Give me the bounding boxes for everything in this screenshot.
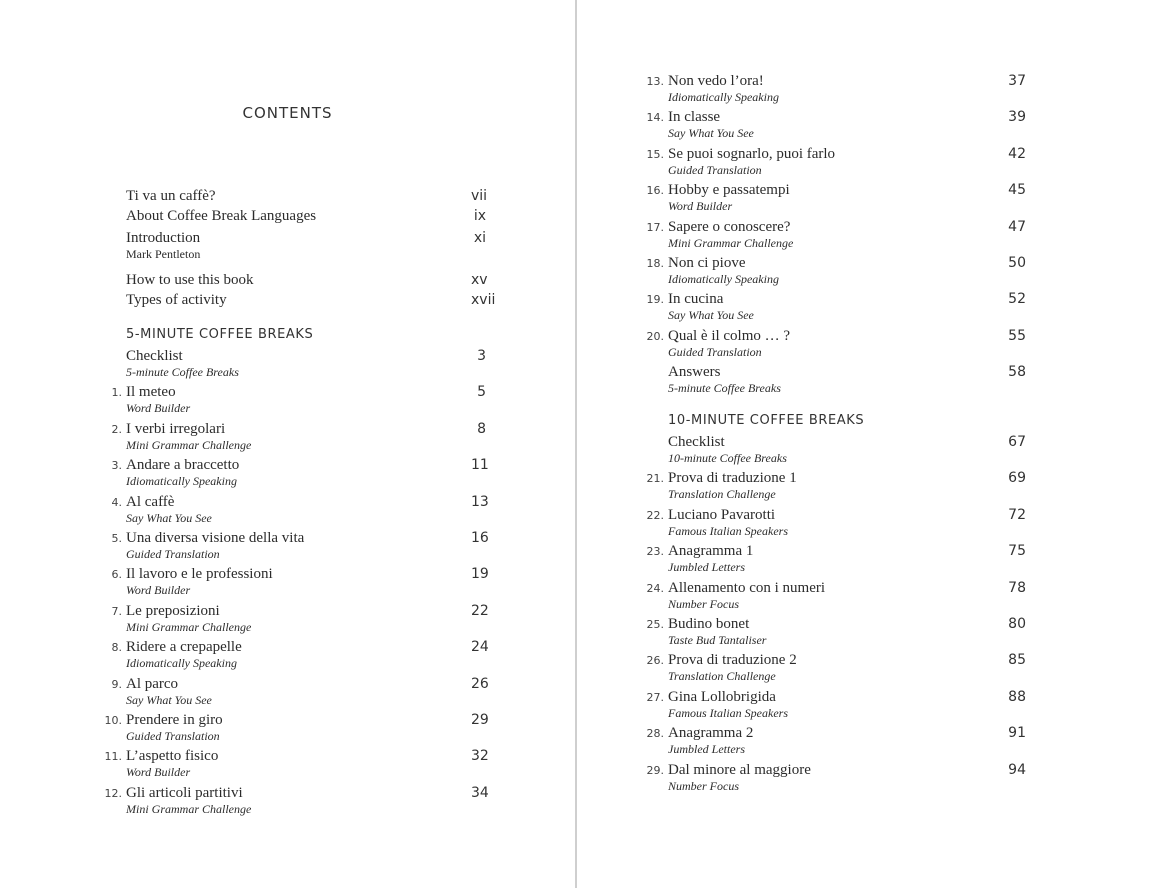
entry-title: In classe bbox=[668, 109, 721, 125]
entry-number: 13. bbox=[646, 75, 664, 88]
entry-page: 75 bbox=[1008, 543, 1026, 559]
entry-number: 25. bbox=[646, 618, 664, 631]
entry-number: 9. bbox=[111, 678, 122, 691]
entry-title: Allenamento con i numeri bbox=[668, 580, 826, 596]
toc-entry[interactable] bbox=[646, 507, 1026, 539]
entry-activity-type: Number Focus bbox=[668, 597, 739, 611]
toc-entry[interactable] bbox=[646, 543, 1026, 575]
entry-number: 15. bbox=[646, 148, 664, 161]
entry-title: About Coffee Break Languages bbox=[126, 208, 317, 224]
entry-title: Se puoi sognarlo, puoi farlo bbox=[668, 146, 836, 162]
toc-entry[interactable] bbox=[111, 530, 489, 562]
entry-number: 26. bbox=[646, 654, 664, 667]
entry-number: 11. bbox=[104, 750, 122, 763]
toc-entry[interactable] bbox=[104, 712, 489, 744]
entry-number: 7. bbox=[111, 605, 122, 618]
entry-page: 80 bbox=[1008, 616, 1026, 632]
entry-activity-type: Word Builder bbox=[668, 199, 733, 213]
entry-activity-type: Mini Grammar Challenge bbox=[126, 620, 252, 634]
page-title: CONTENTS bbox=[242, 104, 333, 122]
entry-activity-type: 5-minute Coffee Breaks bbox=[126, 365, 239, 379]
entry-title: How to use this book bbox=[126, 272, 254, 288]
entry-activity-type: Jumbled Letters bbox=[668, 742, 745, 756]
entry-activity-type: Say What You See bbox=[126, 511, 212, 525]
toc-entry[interactable] bbox=[126, 348, 486, 380]
entry-activity-type: Guided Translation bbox=[126, 547, 220, 561]
entry-page: 72 bbox=[1008, 507, 1026, 523]
entry-page: 42 bbox=[1008, 146, 1026, 162]
toc-entry[interactable] bbox=[126, 208, 486, 225]
entry-number: 2. bbox=[111, 423, 122, 436]
entry-title: Non vedo l’ora! bbox=[668, 73, 764, 89]
entry-title: Checklist bbox=[126, 348, 183, 364]
entry-page: 19 bbox=[471, 566, 489, 582]
entry-title: L’aspetto fisico bbox=[126, 748, 219, 764]
entry-number: 23. bbox=[646, 545, 664, 558]
entry-title: Luciano Pavarotti bbox=[668, 507, 776, 523]
entry-title: Ridere a crepapelle bbox=[126, 639, 242, 655]
entry-page: 91 bbox=[1008, 725, 1026, 741]
toc-entry[interactable] bbox=[646, 652, 1026, 684]
entry-page: 55 bbox=[1008, 328, 1026, 344]
toc-entry[interactable] bbox=[646, 616, 1026, 648]
toc-entry[interactable] bbox=[126, 188, 488, 205]
toc-entry[interactable] bbox=[668, 364, 1026, 396]
entry-page: 58 bbox=[1008, 364, 1026, 380]
entry-activity-type: Idiomatically Speaking bbox=[126, 656, 237, 670]
toc-entry[interactable] bbox=[646, 762, 1026, 794]
entry-title: Types of activity bbox=[126, 292, 227, 308]
toc-entry[interactable] bbox=[646, 73, 1026, 105]
entry-activity-type: Jumbled Letters bbox=[668, 560, 745, 574]
entry-page: 52 bbox=[1008, 291, 1026, 307]
entry-title: In cucina bbox=[668, 291, 724, 307]
entry-page: 11 bbox=[471, 457, 489, 473]
toc-entry[interactable] bbox=[111, 566, 489, 598]
entry-page: 13 bbox=[471, 494, 489, 510]
entry-number: 10. bbox=[104, 714, 122, 727]
toc-entry[interactable] bbox=[646, 580, 1026, 612]
toc-entry[interactable] bbox=[126, 272, 488, 289]
toc-entry[interactable] bbox=[668, 434, 1026, 466]
section-heading-10-minute: 10-MINUTE COFFEE BREAKS bbox=[668, 413, 865, 428]
toc-entry[interactable] bbox=[126, 292, 496, 309]
entry-activity-type: Guided Translation bbox=[126, 729, 220, 743]
entry-page: 29 bbox=[471, 712, 489, 728]
toc-entry[interactable] bbox=[646, 291, 1026, 323]
entry-title: Budino bonet bbox=[668, 616, 750, 632]
entry-number: 24. bbox=[646, 582, 664, 595]
entry-number: 29. bbox=[646, 764, 664, 777]
entry-activity-type: Word Builder bbox=[126, 583, 191, 597]
entry-number: 1. bbox=[111, 386, 122, 399]
entry-activity-type: 10-minute Coffee Breaks bbox=[668, 451, 787, 465]
entry-activity-type: Translation Challenge bbox=[668, 487, 776, 501]
entry-number: 17. bbox=[646, 221, 664, 234]
entry-number: 22. bbox=[646, 509, 664, 522]
toc-entry[interactable] bbox=[646, 470, 1026, 502]
entry-title: Gli articoli partitivi bbox=[126, 785, 243, 801]
entry-activity-type: Taste Bud Tantaliser bbox=[668, 633, 767, 647]
entry-page: xi bbox=[473, 230, 486, 246]
entry-page: 45 bbox=[1008, 182, 1026, 198]
entry-title: Andare a braccetto bbox=[126, 457, 240, 473]
entry-title: Prova di traduzione 1 bbox=[668, 470, 797, 486]
entry-number: 27. bbox=[646, 691, 664, 704]
entry-title: Il meteo bbox=[126, 384, 176, 400]
entry-title: Anagramma 1 bbox=[668, 543, 754, 559]
entry-number: 12. bbox=[104, 787, 122, 800]
entry-number: 28. bbox=[646, 727, 664, 740]
toc-entry[interactable] bbox=[104, 748, 489, 780]
section-heading-5-minute: 5-MINUTE COFFEE BREAKS bbox=[126, 327, 314, 342]
entry-page: 3 bbox=[477, 348, 486, 364]
entry-activity-type: Say What You See bbox=[668, 126, 754, 140]
entry-title: Checklist bbox=[668, 434, 725, 450]
toc-entry[interactable] bbox=[111, 603, 489, 635]
entry-page: xv bbox=[471, 272, 488, 288]
entry-page: 26 bbox=[471, 676, 489, 692]
entry-title: Prova di traduzione 2 bbox=[668, 652, 797, 668]
entry-activity-type: Say What You See bbox=[668, 308, 754, 322]
entry-page: 39 bbox=[1008, 109, 1026, 125]
entry-page: 94 bbox=[1008, 762, 1026, 778]
entry-page: 37 bbox=[1008, 73, 1026, 89]
entry-activity-type: Translation Challenge bbox=[668, 669, 776, 683]
entry-activity-type: Word Builder bbox=[126, 401, 191, 415]
entry-number: 4. bbox=[111, 496, 122, 509]
entry-page: 8 bbox=[477, 421, 486, 437]
entry-page: 22 bbox=[471, 603, 489, 619]
toc-entry[interactable] bbox=[646, 182, 1026, 214]
entry-page: 78 bbox=[1008, 580, 1026, 596]
entry-activity-type: Idiomatically Speaking bbox=[126, 474, 237, 488]
entry-title: Il lavoro e le professioni bbox=[126, 566, 273, 582]
entry-page: 47 bbox=[1008, 219, 1026, 235]
toc-entry[interactable] bbox=[111, 639, 489, 671]
toc-entry[interactable] bbox=[646, 725, 1026, 757]
entry-number: 14. bbox=[646, 111, 664, 124]
toc-entry[interactable] bbox=[646, 109, 1026, 141]
entry-page: 24 bbox=[471, 639, 489, 655]
page-gutter bbox=[575, 0, 577, 888]
entry-title: Introduction bbox=[126, 230, 201, 246]
entry-number: 3. bbox=[111, 459, 122, 472]
entry-page: 34 bbox=[471, 785, 489, 801]
entry-number: 19. bbox=[646, 293, 664, 306]
entry-title: Answers bbox=[668, 364, 721, 380]
toc-entry[interactable] bbox=[111, 457, 489, 489]
toc-entry[interactable] bbox=[646, 219, 1026, 251]
entry-activity-type: Mini Grammar Challenge bbox=[126, 802, 252, 816]
entry-title: Dal minore al maggiore bbox=[668, 762, 811, 778]
entry-number: 20. bbox=[646, 330, 664, 343]
entry-activity-type: Mini Grammar Challenge bbox=[126, 438, 252, 452]
entry-title: Non ci piove bbox=[668, 255, 746, 271]
entry-title: Prendere in giro bbox=[126, 712, 223, 728]
entry-number: 8. bbox=[111, 641, 122, 654]
entry-activity-type: Word Builder bbox=[126, 765, 191, 779]
entry-activity-type: Famous Italian Speakers bbox=[668, 524, 788, 538]
entry-page: 85 bbox=[1008, 652, 1026, 668]
entry-title: Sapere o conoscere? bbox=[668, 219, 791, 235]
entry-page: 16 bbox=[471, 530, 489, 546]
entry-page: 67 bbox=[1008, 434, 1026, 450]
toc-entry[interactable] bbox=[646, 689, 1026, 721]
entry-author: Mark Pentleton bbox=[126, 247, 201, 261]
entry-title: Hobby e passatempi bbox=[668, 182, 790, 198]
entry-title: Ti va un caffè? bbox=[126, 188, 216, 204]
entry-title: I verbi irregolari bbox=[126, 421, 226, 437]
entry-page: 88 bbox=[1008, 689, 1026, 705]
toc-entry[interactable] bbox=[646, 255, 1026, 287]
entry-activity-type: Say What You See bbox=[126, 693, 212, 707]
entry-page: 32 bbox=[471, 748, 489, 764]
entry-page: xvii bbox=[471, 292, 496, 308]
entry-page: 5 bbox=[477, 384, 486, 400]
toc-entry[interactable] bbox=[646, 146, 1026, 178]
entry-activity-type: Number Focus bbox=[668, 779, 739, 793]
entry-activity-type: Idiomatically Speaking bbox=[668, 272, 779, 286]
toc-entry[interactable] bbox=[646, 328, 1026, 360]
entry-activity-type: Guided Translation bbox=[668, 345, 762, 359]
toc-entry[interactable] bbox=[126, 230, 486, 262]
entry-activity-type: Mini Grammar Challenge bbox=[668, 236, 794, 250]
entry-page: ix bbox=[473, 208, 486, 224]
entry-title: Anagramma 2 bbox=[668, 725, 754, 741]
toc-entry[interactable] bbox=[111, 421, 486, 453]
toc-entry[interactable] bbox=[111, 676, 489, 708]
entry-activity-type: Guided Translation bbox=[668, 163, 762, 177]
entry-title: Una diversa visione della vita bbox=[126, 530, 305, 546]
entry-number: 18. bbox=[646, 257, 664, 270]
entry-number: 21. bbox=[646, 472, 664, 485]
entry-title: Qual è il colmo … ? bbox=[668, 328, 791, 344]
toc-entry[interactable] bbox=[111, 494, 489, 526]
entry-number: 16. bbox=[646, 184, 664, 197]
toc-entry[interactable] bbox=[104, 785, 489, 817]
entry-activity-type: 5-minute Coffee Breaks bbox=[668, 381, 781, 395]
entry-activity-type: Idiomatically Speaking bbox=[668, 90, 779, 104]
entry-title: Al caffè bbox=[126, 494, 175, 510]
entry-number: 6. bbox=[111, 568, 122, 581]
toc-entry[interactable] bbox=[111, 384, 486, 416]
entry-title: Le preposizioni bbox=[126, 603, 220, 619]
entry-page: 50 bbox=[1008, 255, 1026, 271]
entry-title: Al parco bbox=[126, 676, 179, 692]
entry-activity-type: Famous Italian Speakers bbox=[668, 706, 788, 720]
entry-title: Gina Lollobrigida bbox=[668, 689, 776, 705]
entry-page: vii bbox=[471, 188, 488, 204]
entry-number: 5. bbox=[111, 532, 122, 545]
entry-page: 69 bbox=[1008, 470, 1026, 486]
